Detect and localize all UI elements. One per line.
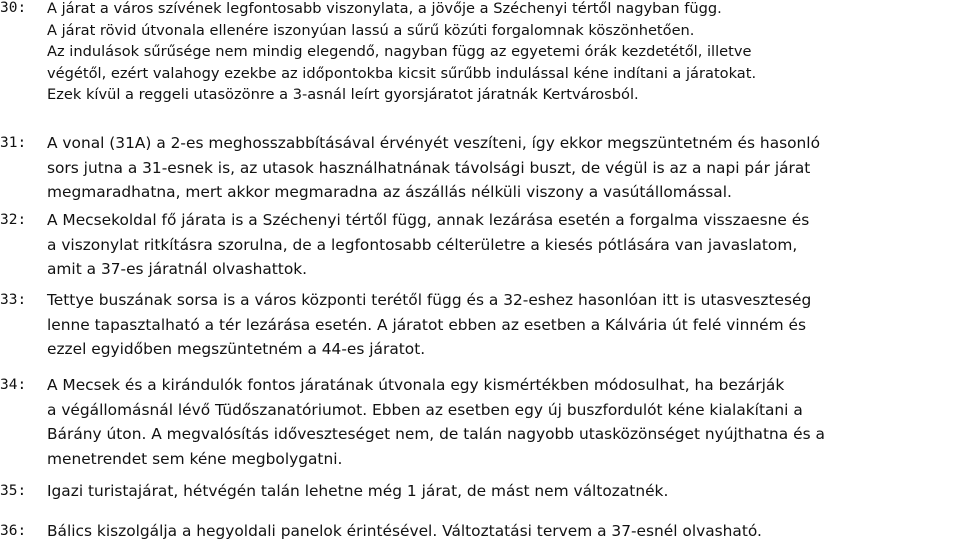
text-line: Ezek kívül a reggeli utasözönre a 3-asnál leírt gyorsjáratot járatnák Kertvárosból. (47, 86, 639, 103)
item-number: 30: (0, 0, 27, 16)
text-line: sors jutna a 31-esnek is, az utasok használhatnának távolsági buszt, de végül is az a napi pár járat (47, 158, 811, 177)
list-item-31 (0, 131, 820, 205)
text-line: amit a 37-es járatnál olvashattok. (47, 260, 308, 278)
item-text (47, 373, 825, 471)
list-item-33 (0, 288, 811, 362)
item-number: 36: (0, 523, 27, 539)
text-line: Igazi turistajárat, hétvégén talán lehetne még 1 járat, de mást nem változatnék. (47, 482, 669, 500)
text-line: A vonal (31A) a 2-es meghosszabbításával érvényét veszíteni, így ekkor megszüntetném és hasonló (47, 134, 821, 152)
item-number: 33: (0, 292, 27, 308)
item-number: 35: (0, 483, 27, 499)
item-text (47, 208, 809, 282)
item-text (47, 479, 668, 504)
text-line: Az indulások sűrűsége nem mindig elegendő, nagyban függ az egyetemi órák kezdetétől, illetve (47, 43, 752, 60)
item-text (47, 288, 811, 362)
list-item-36 (0, 519, 762, 544)
text-line: menetrendet sem kéne megbolygatni. (47, 449, 343, 468)
text-line: Bárány úton. A megvalósítás időveszteséget nem, de talán nagyobb utasközönséget nyújthatna és a (47, 425, 825, 443)
text-line: végétől, ezért valahogy ezekbe az időpontokba kicsit sűrűbb indulással kéne indítani a járatokat. (47, 64, 757, 82)
text-line: A Mecsek és a kirándulók fontos járatának útvonala egy kismértékben módosulhat, ha bezárják (47, 376, 785, 394)
item-text (47, 0, 756, 106)
text-line: Tettye buszának sorsa is a város központi terétől függ és a 32-eshez hasonlóan itt is utasveszteség (47, 291, 812, 309)
text-line: lenne tapasztalható a tér lezárása esetén. A járatot ebben az esetben a Kálvária út felé vinném és (47, 315, 806, 334)
list-item-35 (0, 479, 668, 504)
item-number: 32: (0, 212, 27, 228)
text-line: A járat rövid útvonala ellenére iszonyúan lassú a sűrű közúti forgalomnak köszönhetően. (47, 21, 695, 39)
item-number: 34: (0, 377, 27, 393)
text-line: Bálics kiszolgálja a hegyoldali panelok érintésével. Változtatási tervem a 37-esnél olvasható. (47, 522, 762, 540)
list-item-30 (0, 0, 756, 106)
list-item-34 (0, 373, 825, 471)
list-item-32 (0, 208, 809, 282)
text-line: A Mecsekoldal fő járata is a Széchenyi tértől függ, annak lezárása esetén a forgalma visszaesne és (47, 211, 810, 229)
item-text (47, 131, 820, 205)
item-number: 31: (0, 135, 27, 151)
item-text (47, 519, 762, 544)
text-line: a végállomásnál lévő Tüdőszanatóriumot. Ebben az esetben egy új buszfordulót kéne kialakítani a (47, 400, 803, 419)
text-line: A járat a város szívének legfontosabb viszonylata, a jövője a Széchenyi tértől nagyban függ. (47, 0, 722, 17)
text-line: a viszonylat ritkításra szorulna, de a legfontosabb célterületre a kiesés pótlására van javaslatom, (47, 235, 798, 254)
text-line: megmaradhatna, mert akkor megmaradna az ászállás nélküli viszony a vasútállomással. (47, 183, 732, 201)
text-line: ezzel egyidőben megszüntetném a 44-es járatot. (47, 340, 426, 358)
